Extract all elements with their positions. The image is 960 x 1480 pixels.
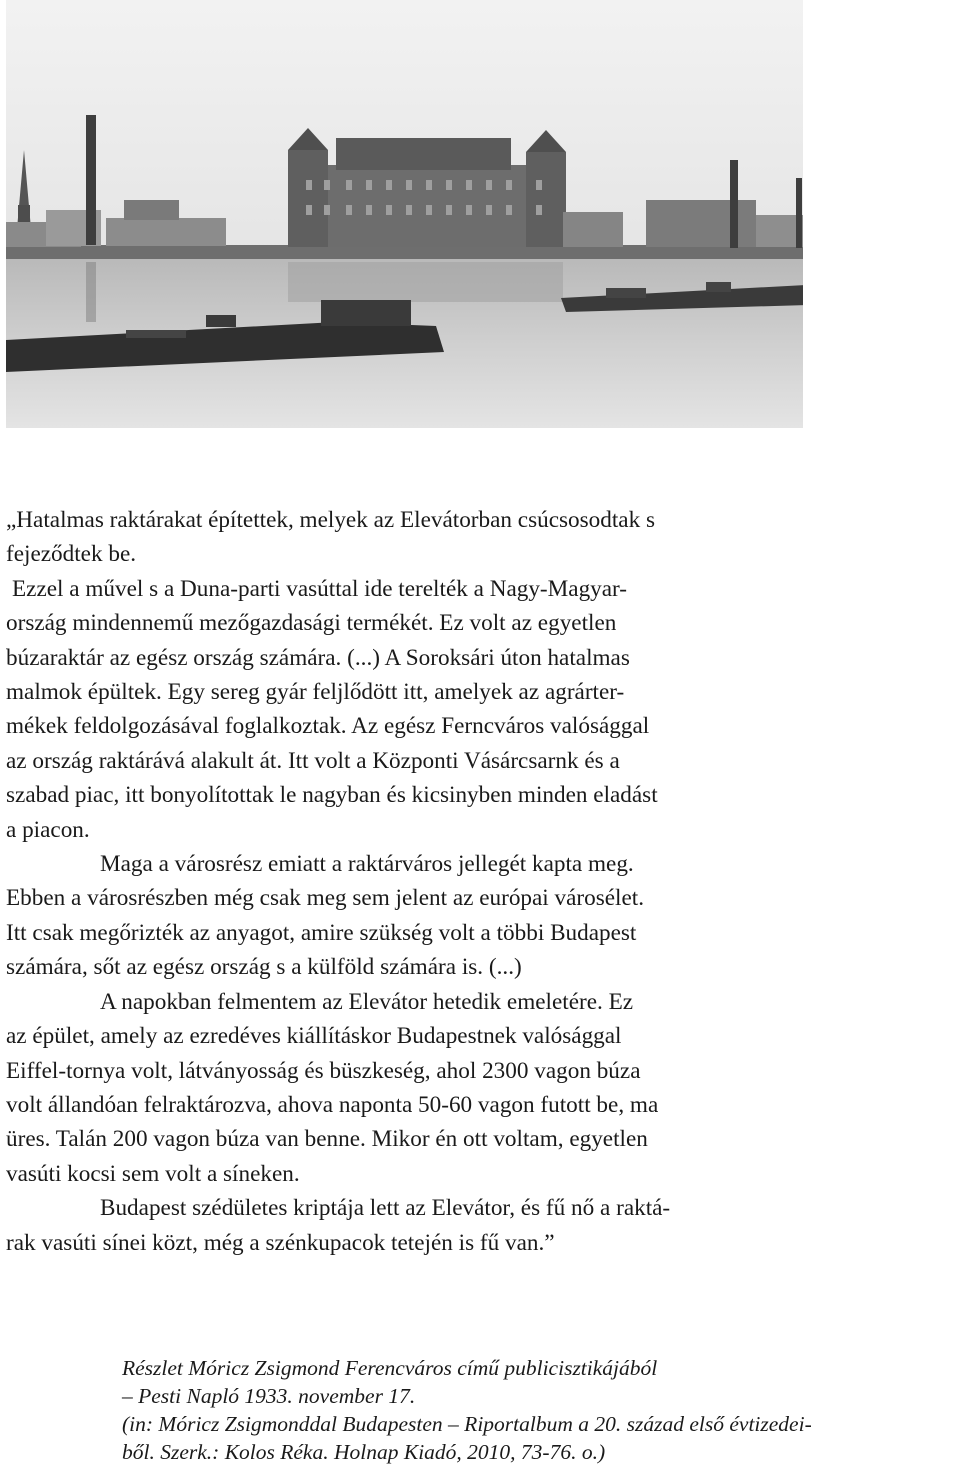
quote-line: mékek feldolgozásával foglalkoztak. Az egész Ferncváros valósággal (6, 713, 650, 740)
quote-line: Ebben a városrészben még csak meg sem jelent az európai városélet. (6, 885, 645, 912)
historic-photo (6, 0, 808, 428)
quote-line: búzaraktár az egész ország számára. (...) A Soroksári úton hatalmas (6, 644, 630, 671)
citation-line: – Pesti Napló 1933. november 17. (122, 1384, 416, 1408)
elevator-building-photo-icon (6, 0, 808, 428)
quote-text (6, 503, 936, 1260)
quote-line: üres. Talán 200 vagon búza van benne. Mikor én ott voltam, egyetlen (6, 1126, 648, 1153)
quote-line: fejeződtek be. (6, 541, 137, 568)
quote-line: Itt csak megőrizték az anyagot, amire szükség volt a többi Budapest (6, 919, 637, 946)
quote-line: az ország raktárává alakult át. Itt volt a Központi Vásárcsarnk és a (6, 747, 620, 774)
quote-line: a piacon. (6, 816, 90, 843)
citation-line: ből. Szerk.: Kolos Réka. Holnap Kiadó, 2010, 73-76. o.) (122, 1440, 606, 1464)
quote-line: az épület, amely az ezredéves kiállításkor Budapestnek valósággal (6, 1023, 622, 1050)
citation-line: Részlet Móricz Zsigmond Ferencváros című publicisztikájából (122, 1356, 658, 1380)
quote-line: A napokban felmentem az Elevátor hetedik emeletére. Ez (100, 988, 634, 1015)
quote-line: számára, sőt az egész ország s a külföld számára is. (...) (6, 954, 522, 981)
quote-line: malmok épültek. Egy sereg gyár feljlődött itt, amelyek az agrárter- (6, 679, 625, 706)
source-citation (122, 1354, 952, 1466)
quote-line: Ezzel a művel s a Duna-parti vasúttal ide terelték a Nagy-Magyar- (12, 575, 628, 602)
quote-line: Maga a városrész emiatt a raktárváros jellegét kapta meg. (100, 851, 634, 878)
quote-line: volt állandóan felraktározva, ahova naponta 50-60 vagon futott be, ma (6, 1091, 659, 1118)
quote-line: szabad piac, itt bonyolítottak le nagyban és kicsinyben minden eladást (6, 782, 658, 809)
quote-line: rak vasúti sínei közt, még a szénkupacok tetején is fű van.” (6, 1229, 555, 1256)
quote-line: Eiffel-tornya volt, látványosság és büszkeség, ahol 2300 vagon búza (6, 1057, 641, 1084)
quote-line: Budapest szédületes kriptája lett az Elevátor, és fű nő a raktá- (100, 1195, 671, 1222)
quote-line: vasúti kocsi sem volt a síneken. (6, 1160, 300, 1187)
quote-line: „Hatalmas raktárakat építettek, melyek az Elevátorban csúcsosodtak s (6, 507, 655, 533)
citation-line: (in: Móricz Zsigmonddal Budapesten – Riportalbum a 20. század első évtizedei- (122, 1412, 812, 1436)
quote-line: ország mindennemű mezőgazdasági termékét. Ez volt az egyetlen (6, 610, 617, 637)
